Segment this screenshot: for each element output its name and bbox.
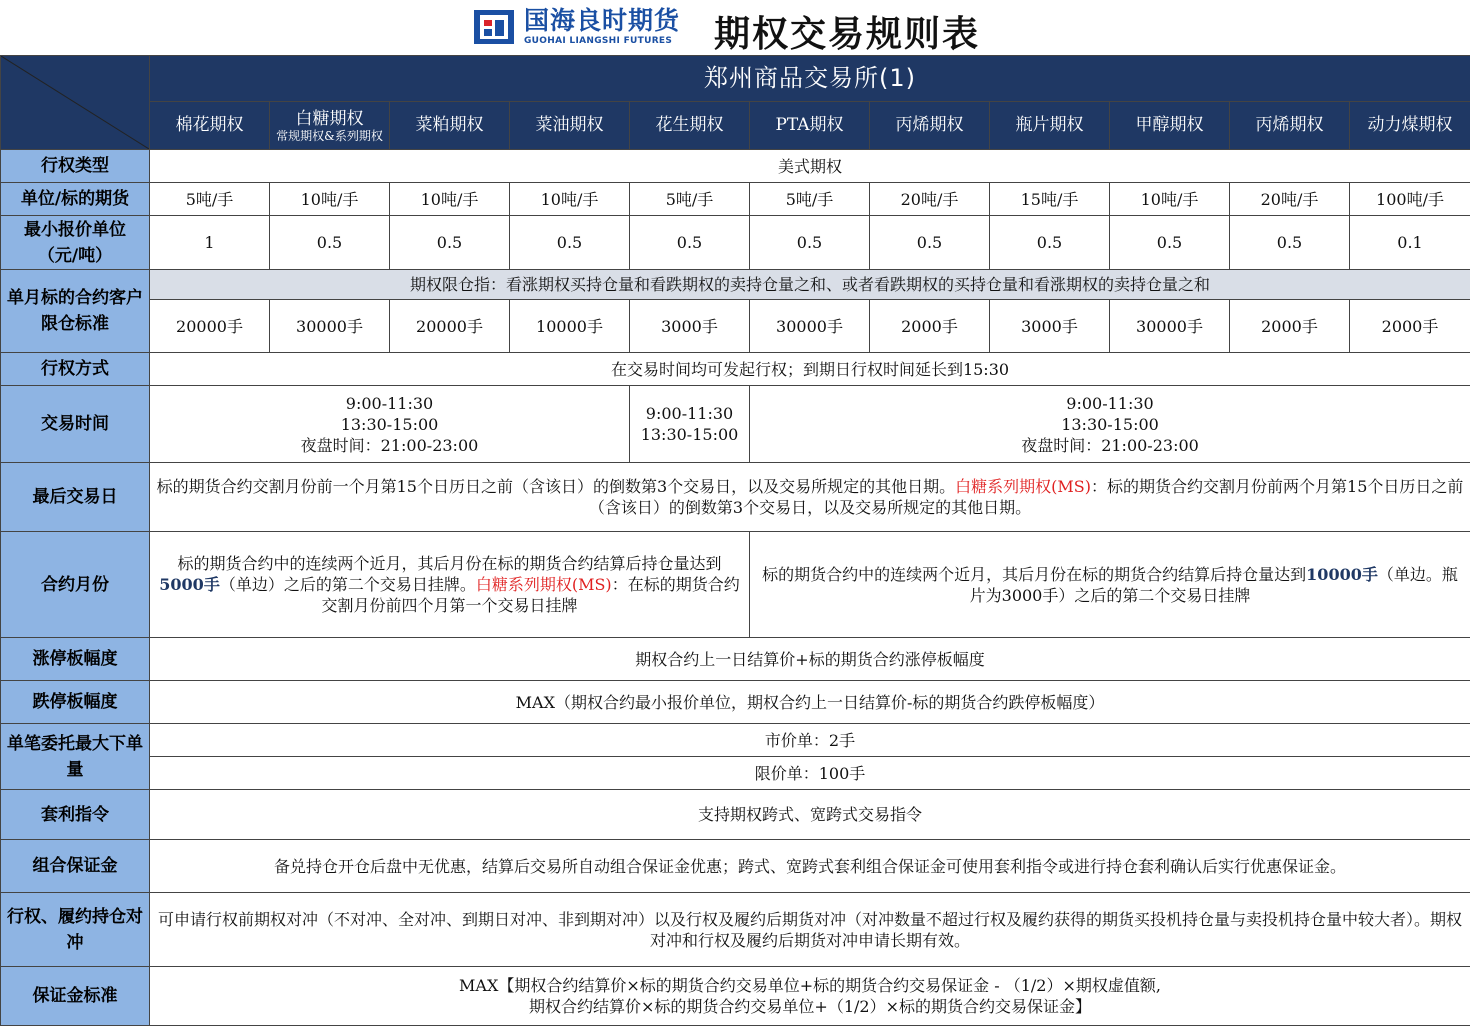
row-label-exercise-type: 行权类型 [1, 150, 150, 183]
page-title: 期权交易规则表 [714, 14, 981, 55]
tick-cell: 0.5 [390, 216, 510, 270]
row-label-contract-month: 合约月份 [1, 532, 150, 638]
position-limit-cell: 3000手 [990, 300, 1110, 353]
sugar-ms-highlight: 白糖系列期权(MS) [955, 477, 1092, 496]
position-limit-cell: 2000手 [1350, 300, 1470, 353]
trading-time-line: 夜盘时间：21:00-23:00 [300, 435, 479, 455]
contract-month-left [150, 532, 750, 638]
product-header: 菜粕期权 [390, 102, 510, 150]
max-order-market: 市价单：2手 [150, 724, 1470, 757]
logo-mark-icon [472, 6, 516, 48]
tick-cell: 0.5 [510, 216, 630, 270]
margin-value [150, 967, 1470, 1026]
product-subtitle: 常规期权&系列期权 [276, 128, 383, 143]
last-trading-day-text: ：标的期货合约交割月份前两个月第15个日历日之前（含该日）的倒数第3个交易日，以及交易所规定的其他日期。 [588, 477, 1464, 517]
contract-month-row [1, 532, 1470, 638]
row-label-combo-margin: 组合保证金 [1, 840, 150, 893]
margin-line: MAX【期权合约结算价×标的期货合约交易单位+标的期货合约交易保证金 - （1/2）×期权虚值额, [459, 976, 1161, 995]
max-order-limit: 限价单：100手 [150, 757, 1470, 790]
unit-cell: 10吨/手 [390, 183, 510, 216]
product-header: PTA期权 [750, 102, 870, 150]
company-logo [472, 6, 680, 48]
unit-cell: 5吨/手 [630, 183, 750, 216]
tick-cell: 0.5 [750, 216, 870, 270]
limit-up-value: 期权合约上一日结算价+标的期货合约涨停板幅度 [150, 638, 1470, 681]
row-label-trading-time: 交易时间 [1, 386, 150, 463]
trading-time-line: 13:30-15:00 [340, 414, 439, 434]
tick-cell: 0.5 [1230, 216, 1350, 270]
row-label-limit-up: 涨停板幅度 [1, 638, 150, 681]
product-header: 动力煤期权 [1350, 102, 1470, 150]
sugar-ms-highlight: 白糖系列期权(MS) [475, 575, 612, 594]
row-label-limit-down: 跌停板幅度 [1, 681, 150, 724]
contract-month-right [750, 532, 1470, 638]
row-label-position-limit: 单月标的合约客户限仓标准 [1, 270, 150, 353]
position-limit-row [1, 300, 1470, 353]
corner-cell [1, 56, 150, 150]
exercise-type-value: 美式期权 [150, 150, 1470, 183]
exercise-method-value: 在交易时间均可发起行权；到期日行权时间延长到15:30 [150, 353, 1470, 386]
tick-cell: 0.5 [990, 216, 1110, 270]
exchange-title: 郑州商品交易所(1) [150, 56, 1470, 102]
position-limit-note: 期权限仓指：看涨期权买持仓量和看跌期权的卖持仓量之和、或者看跌期权的买持仓量和看涨期权的卖持仓量之和 [150, 270, 1470, 300]
unit-cell: 20吨/手 [1230, 183, 1350, 216]
trading-time-line: 13:30-15:00 [640, 425, 739, 444]
row-label-margin: 保证金标准 [1, 967, 150, 1026]
limit-down-value: MAX（期权合约最小报价单位，期权合约上一日结算价-标的期货合约跌停板幅度） [150, 681, 1470, 724]
position-limit-cell: 30000手 [750, 300, 870, 353]
position-limit-cell: 20000手 [390, 300, 510, 353]
row-label-arbitrage: 套利指令 [1, 790, 150, 840]
product-header: 花生期权 [630, 102, 750, 150]
contract-month-text: ：在标的期货合约交割月份前四个月第一个交易日挂牌 [321, 575, 740, 615]
contract-month-text: 标的期货合约中的连续两个近月，其后月份在标的期货合约结算后持仓量达到 [762, 564, 1307, 584]
tick-cell: 0.5 [1110, 216, 1230, 270]
row-label-max-order: 单笔委托最大下单量 [1, 724, 150, 790]
combo-margin-value: 备兑持仓开仓后盘中无优惠，结算后交易所自动组合保证金优惠；跨式、宽跨式套利组合保证金可使用套利指令或进行持仓套利确认后实行优惠保证金。 [150, 840, 1470, 893]
product-header: 甲醇期权 [1110, 102, 1230, 150]
contract-month-text: （单边。瓶片为3000手）之后的第二个交易日挂牌 [969, 564, 1458, 605]
row-label-exercise-method: 行权方式 [1, 353, 150, 386]
trading-time-line: 9:00-11:30 [645, 404, 734, 423]
last-trading-day-text: 标的期货合约交割月份前一个月第15个日历日之前（含该日）的倒数第3个交易日，以及交易所规定的其他日期。 [156, 477, 956, 496]
row-label-last-trading-day: 最后交易日 [1, 463, 150, 532]
arbitrage-value: 支持期权跨式、宽跨式交易指令 [150, 790, 1470, 840]
contract-month-text: 标的期货合约中的连续两个近月，其后月份在标的期货合约结算后持仓量达到 [177, 554, 722, 573]
tick-row [1, 216, 1470, 270]
unit-cell: 20吨/手 [870, 183, 990, 216]
unit-cell: 15吨/手 [990, 183, 1110, 216]
unit-row [1, 183, 1470, 216]
unit-cell: 5吨/手 [750, 183, 870, 216]
contract-month-threshold: 5000手 [159, 575, 220, 594]
tick-cell: 0.1 [1350, 216, 1470, 270]
margin-line: 期权合约结算价×标的期货合约交易单位+（1/2）×标的期货合约交易保证金】 [529, 997, 1091, 1016]
trading-time-line: 9:00-11:30 [345, 393, 434, 413]
position-limit-cell: 10000手 [510, 300, 630, 353]
position-limit-cell: 20000手 [150, 300, 270, 353]
logo-en-text: GUOHAI LIANGSHI FUTURES [524, 36, 673, 46]
tick-cell: 0.5 [270, 216, 390, 270]
unit-cell: 100吨/手 [1350, 183, 1470, 216]
unit-cell: 10吨/手 [1110, 183, 1230, 216]
contract-month-threshold: 10000手 [1306, 564, 1378, 584]
unit-cell: 10吨/手 [270, 183, 390, 216]
trading-time-line: 夜盘时间：21:00-23:00 [1021, 435, 1199, 455]
row-label-unit: 单位/标的期货 [1, 183, 150, 216]
offset-value: 可申请行权前期权对冲（不对冲、全对冲、到期日对冲、非到期对冲）以及行权及履约后期货对冲（对冲数量不超过行权及履约获得的期货买投机持仓量与卖投机持仓量中较大者）。期权对冲和行权及履约后期货对冲申请长期有效。 [150, 893, 1470, 967]
logo-cn-text: 国海良时期货 [524, 6, 681, 35]
product-header-row [1, 102, 1470, 150]
product-header: 丙烯期权 [1230, 102, 1350, 150]
position-limit-cell: 2000手 [870, 300, 990, 353]
position-limit-cell: 3000手 [630, 300, 750, 353]
trading-time-line: 9:00-11:30 [1066, 393, 1154, 413]
row-label-offset: 行权、履约持仓对冲 [1, 893, 150, 967]
trading-time-line: 13:30-15:00 [1061, 414, 1159, 434]
trading-time-group-1 [150, 386, 630, 463]
last-trading-day-value [150, 463, 1470, 532]
product-header: 棉花期权 [150, 102, 270, 150]
tick-cell: 0.5 [630, 216, 750, 270]
position-limit-cell: 30000手 [1110, 300, 1230, 353]
options-rules-table [0, 55, 1470, 1026]
diagonal-line-icon [1, 56, 149, 149]
contract-month-text: （单边）之后的第二个交易日挂牌。 [219, 575, 476, 594]
product-header: 丙烯期权 [870, 102, 990, 150]
row-label-tick: 最小报价单位 （元/吨） [1, 216, 150, 270]
product-header: 菜油期权 [510, 102, 630, 150]
unit-cell: 5吨/手 [150, 183, 270, 216]
position-limit-cell: 30000手 [270, 300, 390, 353]
page-header [0, 0, 1470, 55]
trading-time-group-3 [750, 386, 1470, 463]
product-header: 瓶片期权 [990, 102, 1110, 150]
position-limit-cell: 2000手 [1230, 300, 1350, 353]
trading-time-group-2 [630, 386, 750, 463]
product-header [270, 102, 390, 150]
tick-cell: 1 [150, 216, 270, 270]
tick-cell: 0.5 [870, 216, 990, 270]
product-name: 白糖期权 [295, 108, 364, 129]
trading-time-row [1, 386, 1470, 463]
unit-cell: 10吨/手 [510, 183, 630, 216]
